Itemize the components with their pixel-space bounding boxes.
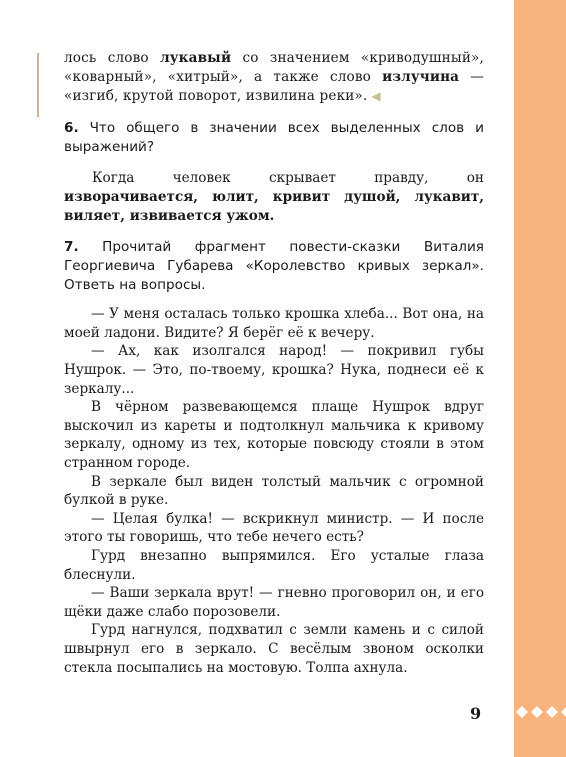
dict-bold-lukavyi: лукавый (160, 50, 232, 66)
orange-sidebar (514, 0, 566, 757)
story-paragraph: В чёрном развевающемся плаще Нушрок вдруг выскочил из кареты и подтолкнул мальчика к кривому зеркалу, одному из тех, которые повсюду стояли в этом странном городе. (64, 399, 484, 471)
triangle-left-icon: ◀ (371, 89, 381, 104)
task-6-answer (64, 169, 484, 227)
note-margin-bar (37, 53, 39, 117)
dict-bold-izluchina: излучина (382, 69, 460, 86)
story-paragraph: В зеркале был виден толстый мальчик с огромной булкой в руке. (64, 473, 484, 509)
dict-text-1: лось слово (64, 50, 161, 66)
decorative-ornament-icon (514, 704, 566, 720)
story-paragraph: — Ах, как изолгался народ! — покривил губы Нушрок. — Это, по-твоему, крошка? Нука, поднеси её к зеркалу... (64, 343, 484, 397)
answer-plain: Когда человек скрывает правду, он (92, 169, 484, 186)
story-fragment (64, 305, 484, 677)
task-7 (64, 238, 484, 295)
dict-text-2: со значением «криводушный», «коварный», «хитрый», а также слово (64, 50, 484, 86)
story-paragraph: Гурд нагнулся, подхватил с земли камень и с силой швырнул его в зеркало. С весёлым звоном осколки стекла посыпались на мостовую. Толпа ахнула. (64, 622, 484, 676)
task-7-instruction: Прочитай фрагмент повести-сказки Виталия Георгиевича Губарева «Королевство кривых зеркал». Ответь на вопросы. (64, 239, 484, 294)
page-content (64, 49, 484, 677)
task-7-number: 7. (64, 239, 79, 256)
story-paragraph: — Целая булка! — вскрикнул министр. — И после этого ты говоришь, что тебе нечего есть? (64, 510, 484, 546)
story-paragraph: — Ваши зеркала врут! — гневно проговорил он, и его щёки даже слабо порозовели. (64, 585, 484, 620)
task-6-question: Что общего в значении всех выделенных слов и выражений? (64, 119, 484, 155)
story-paragraph: — У меня осталась только крошка хлеба... Вот она, на моей ладони. Видите? Я берёг её к вечеру. (64, 306, 484, 341)
dictionary-note (64, 49, 484, 107)
story-paragraph: Гурд внезапно выпрямился. Его усталые глаза блеснули. (64, 547, 484, 583)
dict-text-3: — «изгиб, крутой поворот, извилина реки». (64, 69, 484, 105)
page-number: 9 (470, 704, 482, 723)
task-6-number: 6. (64, 119, 79, 136)
answer-bold: изворачивается, юлит, кривит душой, лукавит, виляет, извивается ужом. (64, 188, 484, 225)
task-6 (64, 119, 484, 157)
